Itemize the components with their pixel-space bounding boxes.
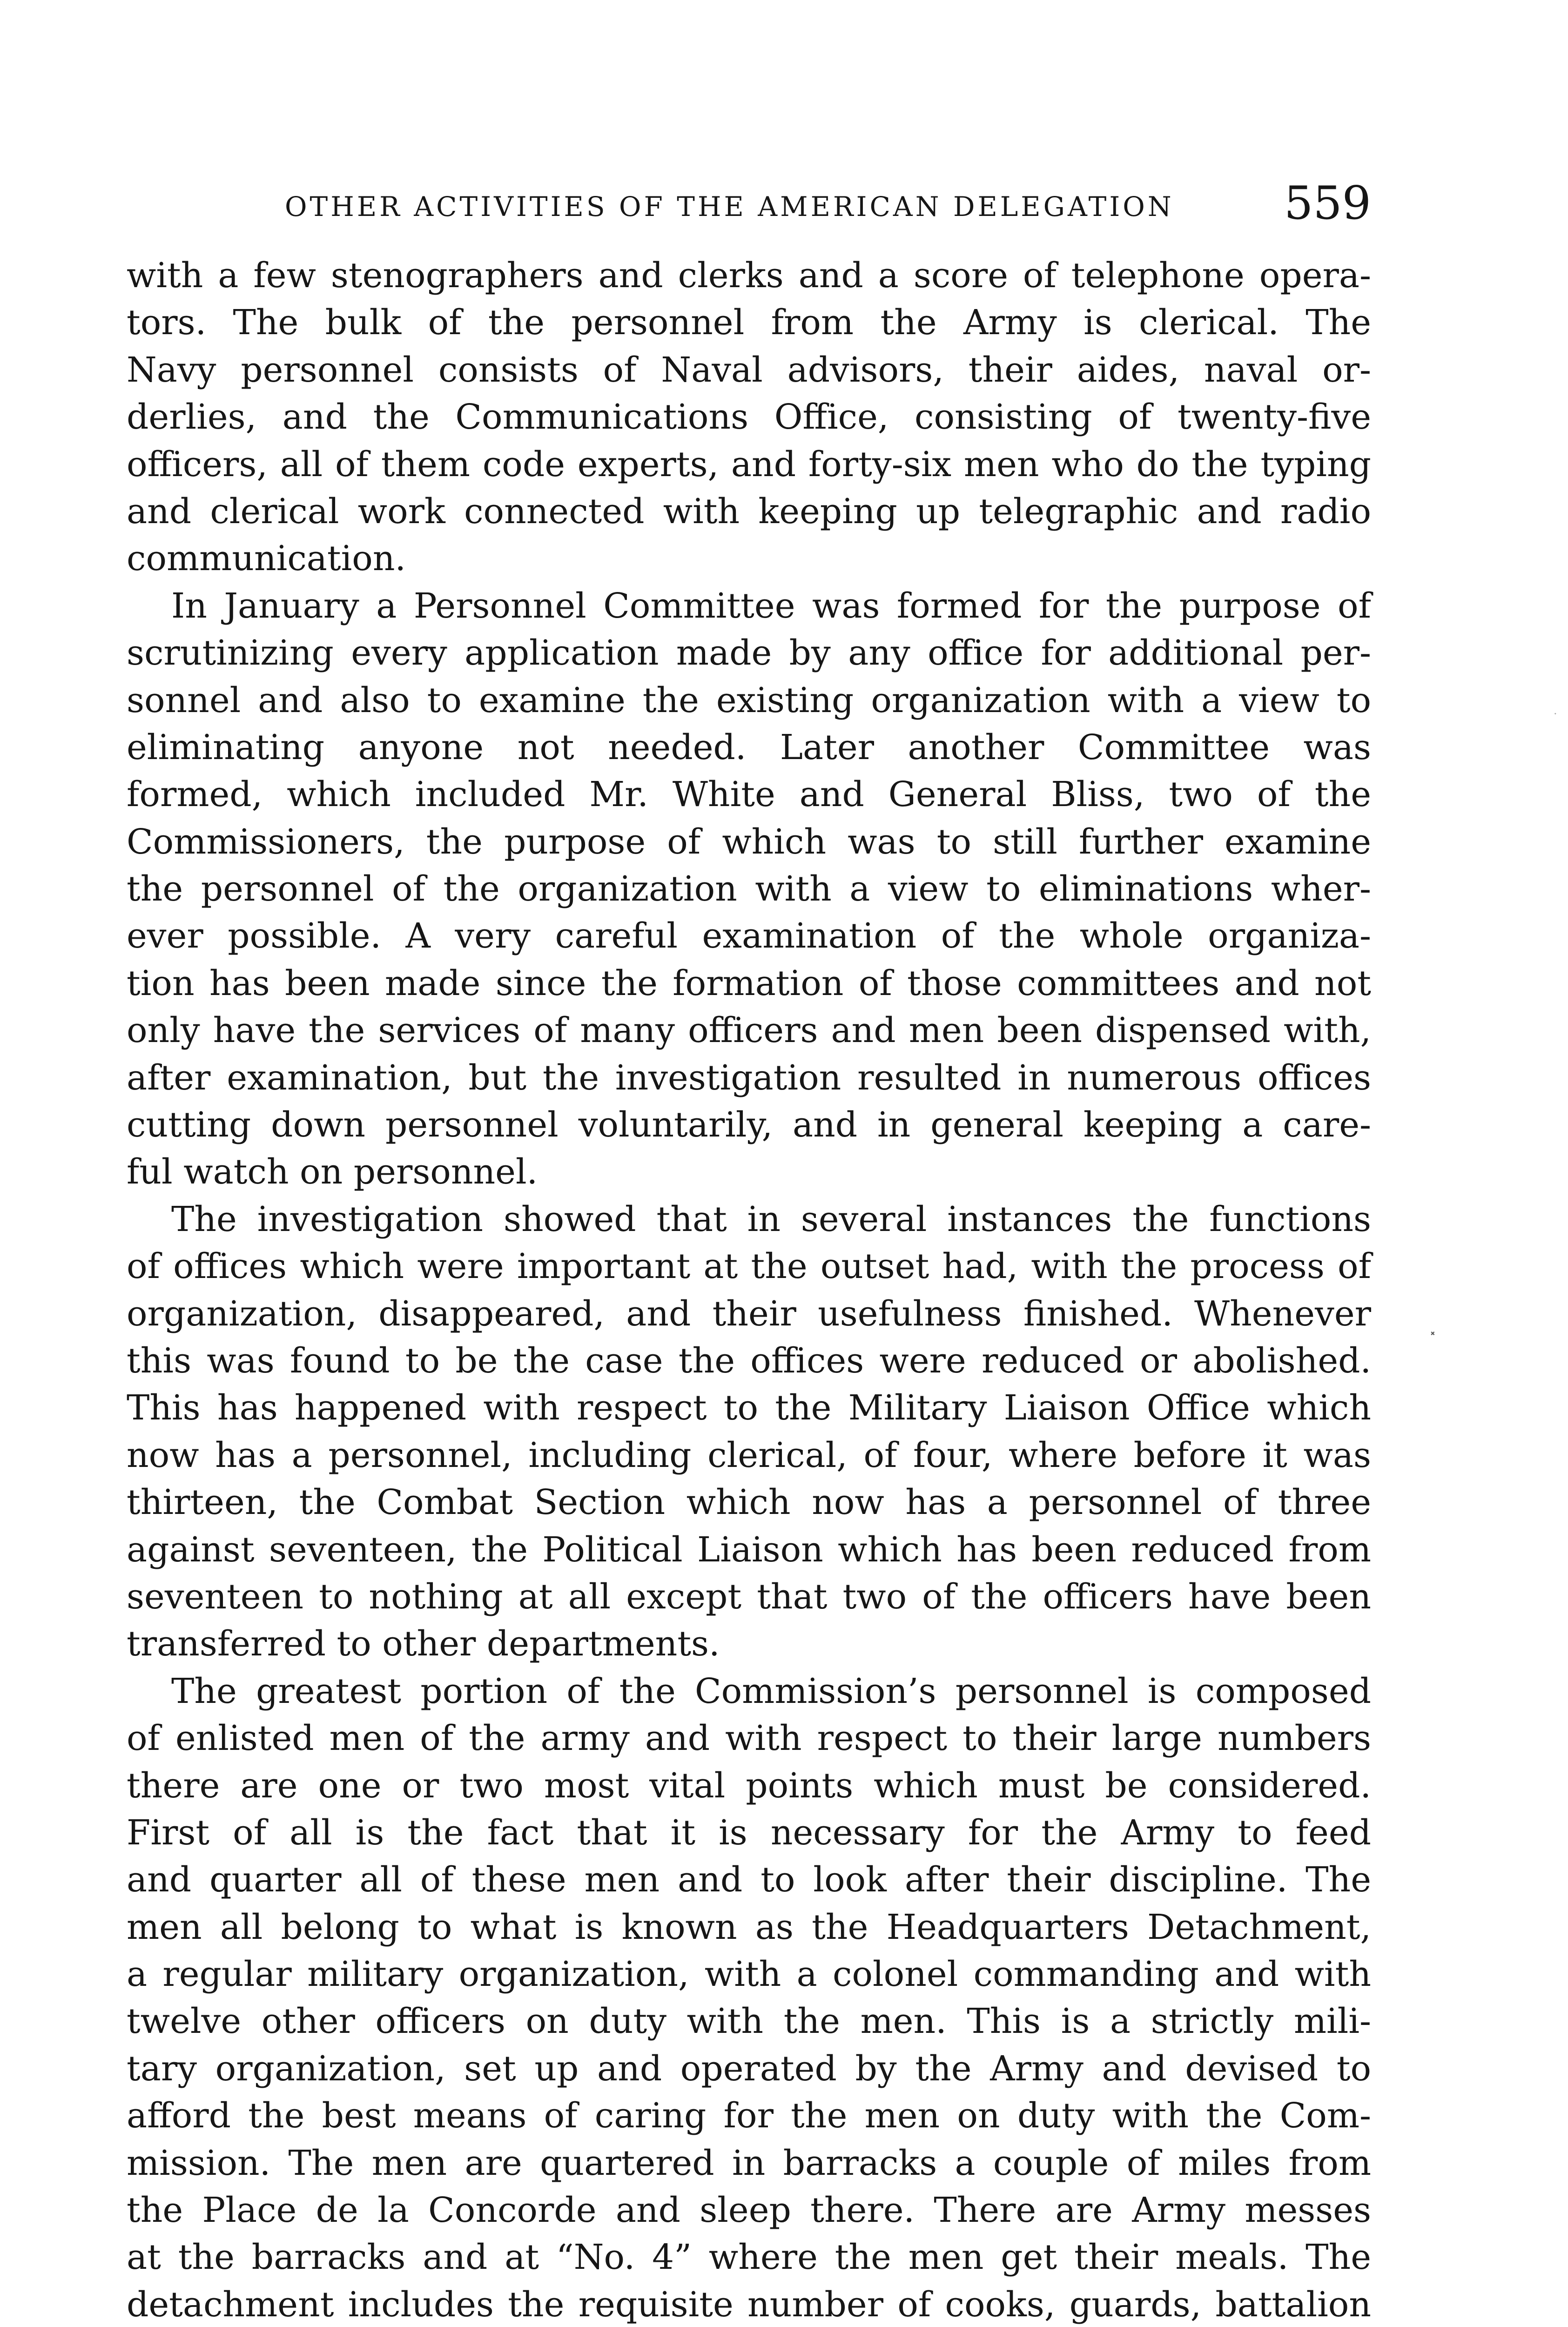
page-number: 559 (1284, 177, 1371, 230)
body-text (127, 252, 1371, 2327)
text-line: officers, all of them code experts, and forty-six men who do the typing (127, 444, 1371, 484)
text-line: at the barracks and at “No. 4” where the men get their meals. The (127, 2237, 1371, 2278)
text-line: tary organization, set up and operated by the Army and devised to (127, 2048, 1371, 2089)
text-line: the personnel of the organization with a view to eliminations wher- (127, 869, 1371, 909)
margin-mark-decoration: ⸼ (1431, 1310, 1436, 1335)
text-line: there are one or two most vital points which must be considered. (127, 1765, 1371, 1806)
running-header (127, 177, 1371, 233)
text-line: detachment includes the requisite number of cooks, guards, battalion (127, 2284, 1371, 2325)
text-line: ever possible. A very careful examination of the whole organiza- (127, 916, 1371, 956)
text-line: The greatest portion of the Commission’s personnel is composed (171, 1671, 1371, 1711)
text-line: men all belong to what is known as the Headquarters Detachment, (127, 1907, 1371, 1947)
text-line: formed, which included Mr. White and General Bliss, two of the (127, 774, 1371, 815)
text-line: against seventeen, the Political Liaison which has been reduced from (127, 1529, 1371, 1570)
text-line: of offices which were important at the outset had, with the process of (127, 1246, 1371, 1287)
text-line: cutting down personnel voluntarily, and in general keeping a care- (127, 1105, 1371, 1145)
text-line: and quarter all of these men and to look after their discipline. The (127, 1860, 1371, 1900)
text-line: ful watch on personnel. (127, 1152, 538, 1192)
text-line: only have the services of many officers and men been dispensed with, (127, 1010, 1371, 1051)
text-line: after examination, but the investigation resulted in numerous offices (127, 1057, 1371, 1098)
text-line: First of all is the fact that it is necessary for the Army to feed (127, 1812, 1371, 1853)
text-line: Navy personnel consists of Naval advisors, their aides, naval or- (127, 350, 1371, 390)
text-line: scrutinizing every application made by any office for additional per- (127, 633, 1371, 673)
text-line: organization, disappeared, and their usefulness finished. Whenever (127, 1293, 1371, 1334)
text-line: mission. The men are quartered in barracks a couple of miles from (127, 2143, 1371, 2183)
margin-dot-decoration: · (1554, 707, 1557, 720)
text-line: of enlisted men of the army and with respect to their large numbers (127, 1718, 1371, 1759)
text-line: This has happened with respect to the Military Liaison Office which (127, 1388, 1371, 1428)
text-line: now has a personnel, including clerical, of four, where before it was (127, 1435, 1371, 1475)
text-line: and clerical work connected with keeping up telegraphic and radio (127, 491, 1371, 531)
text-line: twelve other officers on duty with the men. This is a strictly mili- (127, 2001, 1371, 2042)
text-line: derlies, and the Communications Office, consisting of twenty-five (127, 397, 1371, 437)
text-line: In January a Personnel Committee was formed for the purpose of (171, 585, 1371, 626)
text-line: tors. The bulk of the personnel from the Army is clerical. The (127, 303, 1371, 343)
running-title: OTHER ACTIVITIES OF THE AMERICAN DELEGATION (285, 191, 1174, 222)
text-line: seventeen to nothing at all except that two of the officers have been (127, 1576, 1371, 1617)
text-line: The investigation showed that in several instances the functions (171, 1199, 1371, 1239)
text-line: thirteen, the Combat Section which now has a personnel of three (127, 1482, 1371, 1523)
text-line: a regular military organization, with a colonel commanding and with (127, 1954, 1371, 1995)
text-line: transferred to other departments. (127, 1624, 720, 1664)
text-line: afford the best means of caring for the men on duty with the Com- (127, 2096, 1371, 2136)
text-line: the Place de la Concorde and sleep there. There are Army messes (127, 2190, 1371, 2231)
text-line: with a few stenographers and clerks and a score of telephone opera- (127, 256, 1371, 296)
text-line: sonnel and also to examine the existing organization with a view to (127, 680, 1371, 720)
text-line: Commissioners, the purpose of which was to still further examine (127, 821, 1371, 862)
text-line: communication. (127, 538, 406, 579)
text-line: this was found to be the case the offices were reduced or abolished. (127, 1340, 1371, 1381)
text-line: eliminating anyone not needed. Later another Committee was (127, 727, 1371, 767)
text-line: tion has been made since the formation of those committees and not (127, 963, 1371, 1003)
